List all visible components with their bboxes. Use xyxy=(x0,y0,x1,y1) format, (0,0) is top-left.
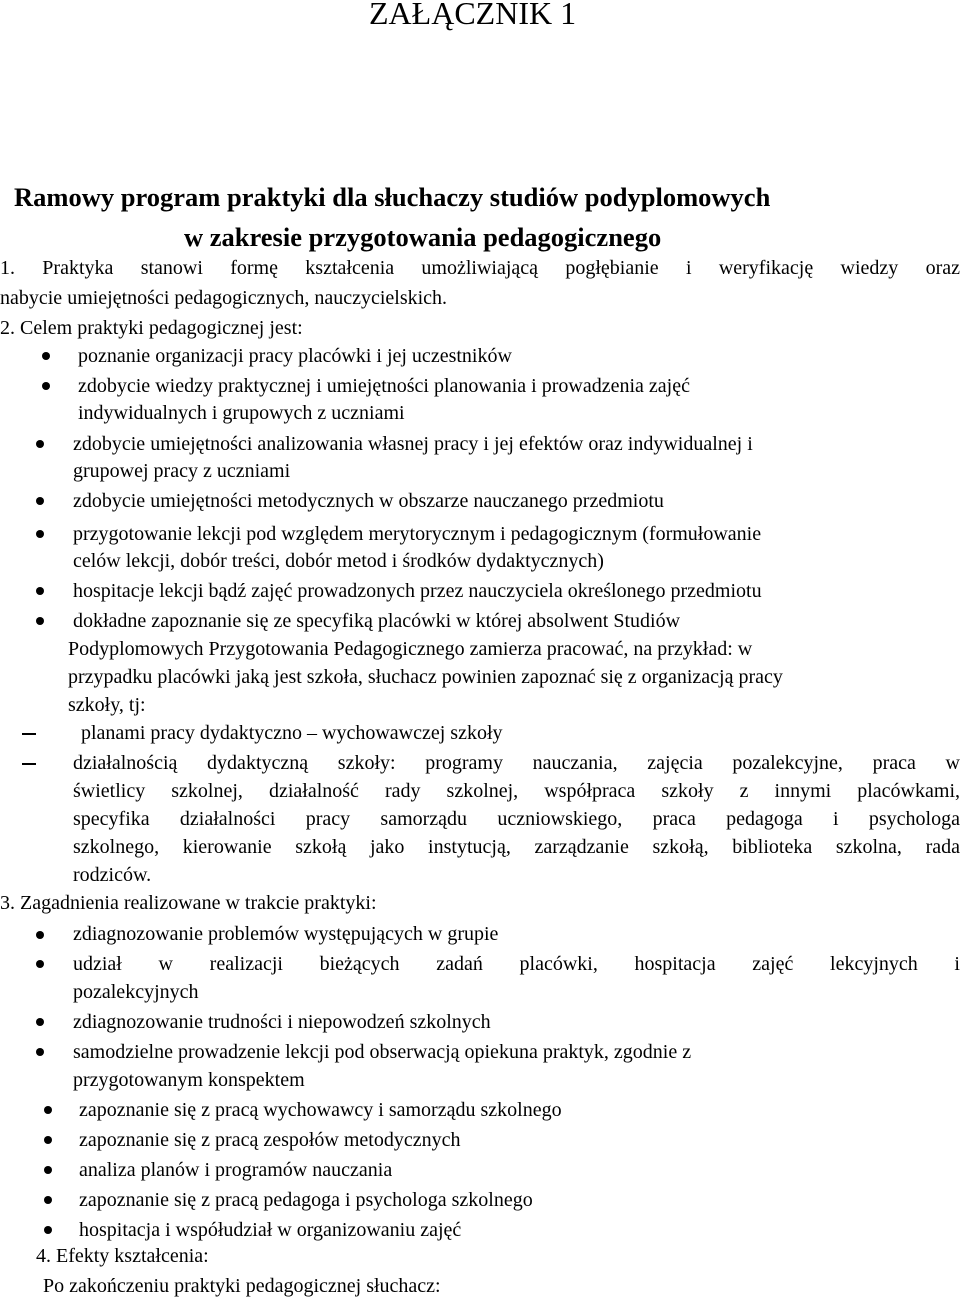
topic-item-2-line-1: udział w realizacji bieżących zadań placówki, hospitacja zajęć lekcyjnych i xyxy=(73,953,960,975)
point-1-line-1: 1. Praktyka stanowi formę kształcenia umożliwiającą pogłębianie i weryfikację wiedzy oraz xyxy=(0,257,960,279)
goal-item-5-line-2: celów lekcji, dobór treści, dobór metod i środków dydaktycznych) xyxy=(73,550,604,572)
heading-line-1: Ramowy program praktyki dla słuchaczy studiów podyplomowych xyxy=(14,182,771,212)
topic-item-5: zapoznanie się z pracą wychowawcy i samorządu szkolnego xyxy=(79,1099,562,1121)
bullet-icon xyxy=(42,382,50,390)
dash-icon xyxy=(22,763,36,765)
bullet-icon xyxy=(44,1196,52,1204)
school-item-2-line-3: specyfika działalności pracy samorządu uczniowskiego, praca pedagoga i psychologa xyxy=(73,808,960,830)
goal-item-2-line-1: zdobycie wiedzy praktycznej i umiejętności planowania i prowadzenia zajęć xyxy=(78,375,690,397)
topic-item-7: analiza planów i programów nauczania xyxy=(79,1159,393,1181)
topic-item-4-line-2: przygotowanym konspektem xyxy=(73,1069,305,1091)
point-3-intro: 3. Zagadnienia realizowane w trakcie praktyki: xyxy=(0,892,377,914)
bullet-icon xyxy=(36,617,44,625)
bullet-icon xyxy=(36,1018,44,1026)
goal-item-7-line-3: przypadku placówki jaką jest szkoła, słuchacz powinien zapoznać się z organizacją pracy xyxy=(68,666,783,688)
point-2-intro: 2. Celem praktyki pedagogicznej jest: xyxy=(0,317,303,339)
topic-item-9: hospitacja i współudział w organizowaniu zajęć xyxy=(79,1219,462,1241)
bullet-icon xyxy=(44,1136,52,1144)
point-4-sub: Po zakończeniu praktyki pedagogicznej słuchacz: xyxy=(43,1275,441,1297)
goal-item-6: hospitacje lekcji bądź zajęć prowadzonych przez nauczyciela określonego przedmiotu xyxy=(73,580,762,602)
goal-item-2-line-2: indywidualnych i grupowych z uczniami xyxy=(78,402,405,424)
topic-item-8: zapoznanie się z pracą pedagoga i psychologa szkolnego xyxy=(79,1189,533,1211)
bullet-icon xyxy=(44,1106,52,1114)
bullet-icon xyxy=(42,352,50,360)
bullet-icon xyxy=(44,1226,52,1234)
point-4-intro: 4. Efekty kształcenia: xyxy=(36,1245,209,1267)
bullet-icon xyxy=(36,440,44,448)
bullet-icon xyxy=(36,1048,44,1056)
school-item-1: planami pracy dydaktyczno – wychowawczej szkoły xyxy=(81,722,503,744)
bullet-icon xyxy=(36,931,44,939)
goal-item-5-line-1: przygotowanie lekcji pod względem merytorycznym i pedagogicznym (formułowanie xyxy=(73,523,762,545)
goal-item-3-line-2: grupowej pracy z uczniami xyxy=(73,460,291,482)
topic-item-4-line-1: samodzielne prowadzenie lekcji pod obserwacją opiekuna praktyk, zgodnie z xyxy=(73,1041,692,1063)
topic-item-3: zdiagnozowanie trudności i niepowodzeń szkolnych xyxy=(73,1011,491,1033)
goal-item-3-line-1: zdobycie umiejętności analizowania własnej pracy i jej efektów oraz indywidualnej i xyxy=(73,433,753,455)
goal-item-4: zdobycie umiejętności metodycznych w obszarze nauczanego przedmiotu xyxy=(73,490,664,512)
goal-item-7-line-2: Podyplomowych Przygotowania Pedagogicznego zamierza pracować, na przykład: w xyxy=(68,638,753,660)
topic-item-2-line-2: pozalekcyjnych xyxy=(73,981,199,1003)
goal-item-7-line-1: dokładne zapoznanie się ze specyfiką placówki w której absolwent Studiów xyxy=(73,610,681,632)
school-item-2-line-5: rodziców. xyxy=(73,864,152,886)
bullet-icon xyxy=(44,1166,52,1174)
school-item-2-line-4: szkolnego, kierowanie szkołą jako instytucją, zarządzanie szkołą, biblioteka szkolna, rada xyxy=(73,836,960,858)
dash-icon xyxy=(22,733,36,735)
school-item-2-line-1: działalnością dydaktyczną szkoły: programy nauczania, zajęcia pozalekcyjne, praca w xyxy=(73,752,960,774)
topic-item-6: zapoznanie się z pracą zespołów metodycznych xyxy=(79,1129,461,1151)
bullet-icon xyxy=(36,587,44,595)
school-item-2-line-2: świetlicy szkolnej, działalność rady szkolnej, współpraca szkoły z innymi placówkami, xyxy=(73,780,960,802)
goal-item-1: poznanie organizacji pracy placówki i jej uczestników xyxy=(78,345,512,367)
topic-item-1: zdiagnozowanie problemów występujących w grupie xyxy=(73,923,499,945)
attachment-title: ZAŁĄCZNIK 1 xyxy=(369,0,577,31)
goal-item-7-line-4: szkoły, tj: xyxy=(68,694,146,716)
bullet-icon xyxy=(36,530,44,538)
point-1-line-2: nabycie umiejętności pedagogicznych, nauczycielskich. xyxy=(0,287,448,309)
bullet-icon xyxy=(36,960,44,968)
bullet-icon xyxy=(36,497,44,505)
heading-line-2: w zakresie przygotowania pedagogicznego xyxy=(184,222,662,252)
